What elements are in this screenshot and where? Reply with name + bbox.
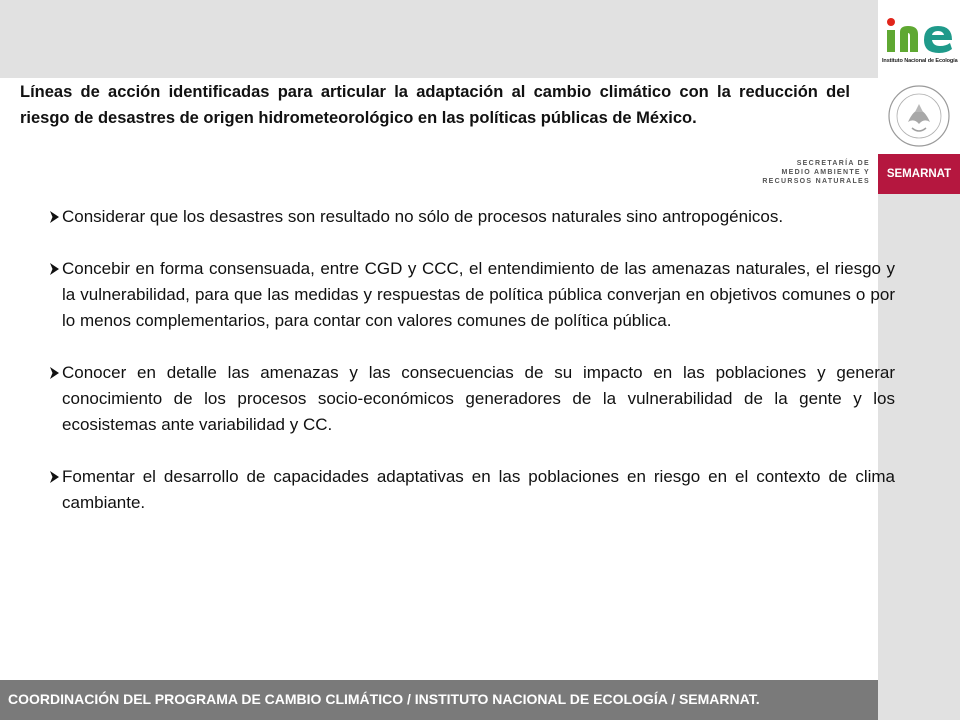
arrow-bullet-icon [48,360,62,386]
arrow-bullet-icon [48,204,62,230]
bullet-text: Concebir en forma consensuada, entre CGD y CCC, el entendimiento de las amenazas naturales, el riesgo y la vulnerabilidad, para que las medidas y respuestas de política pública converjan en objetivos comunes o por lo menos complementarios, para contar con valores comunes de política pública. [62,259,895,330]
list-item [50,204,895,230]
ine-logo [878,0,960,78]
arrow-bullet-icon [48,464,62,490]
bullet-text: Considerar que los desastres son resultado no sólo de procesos naturales sino antropogénicos. [62,207,784,226]
bullet-list [50,204,895,516]
secretaria-line-2: MEDIO AMBIENTE Y [781,169,870,176]
secretaria-line-1: SECRETARÍA DE [796,160,870,167]
arrow-bullet-icon [48,256,62,282]
secretaria-line-3: RECURSOS NATURALES [762,178,870,185]
list-item [50,464,895,516]
bullet-text: Conocer en detalle las amenazas y las consecuencias de su impacto en las poblaciones y generar conocimiento de los procesos socio-económicos generadores de la vulnerabilidad de la gente y los ecosistemas ante variabilidad y CC. [62,363,895,434]
bullet-text: Fomentar el desarrollo de capacidades adaptativas en las poblaciones en riesgo en el contexto de clima cambiante. [62,467,895,512]
ine-logo-caption: Instituto Nacional de Ecología [882,58,958,64]
list-item [50,256,895,334]
page-title: Líneas de acción identificadas para articular la adaptación al cambio climático con la reducción del riesgo de desastres de origen hidrometeorológico en las políticas públicas de México. [20,83,850,127]
list-item [50,360,895,438]
ine-logo-mark [878,0,960,58]
header-band [0,0,878,78]
mexico-seal [878,78,960,154]
semarnat-badge: SEMARNAT [878,154,960,194]
seal-icon [878,78,960,154]
footer-text: COORDINACIÓN DEL PROGRAMA DE CAMBIO CLIMÁTICO / INSTITUTO NACIONAL DE ECOLOGÍA / SEMARNAT. [8,691,760,707]
